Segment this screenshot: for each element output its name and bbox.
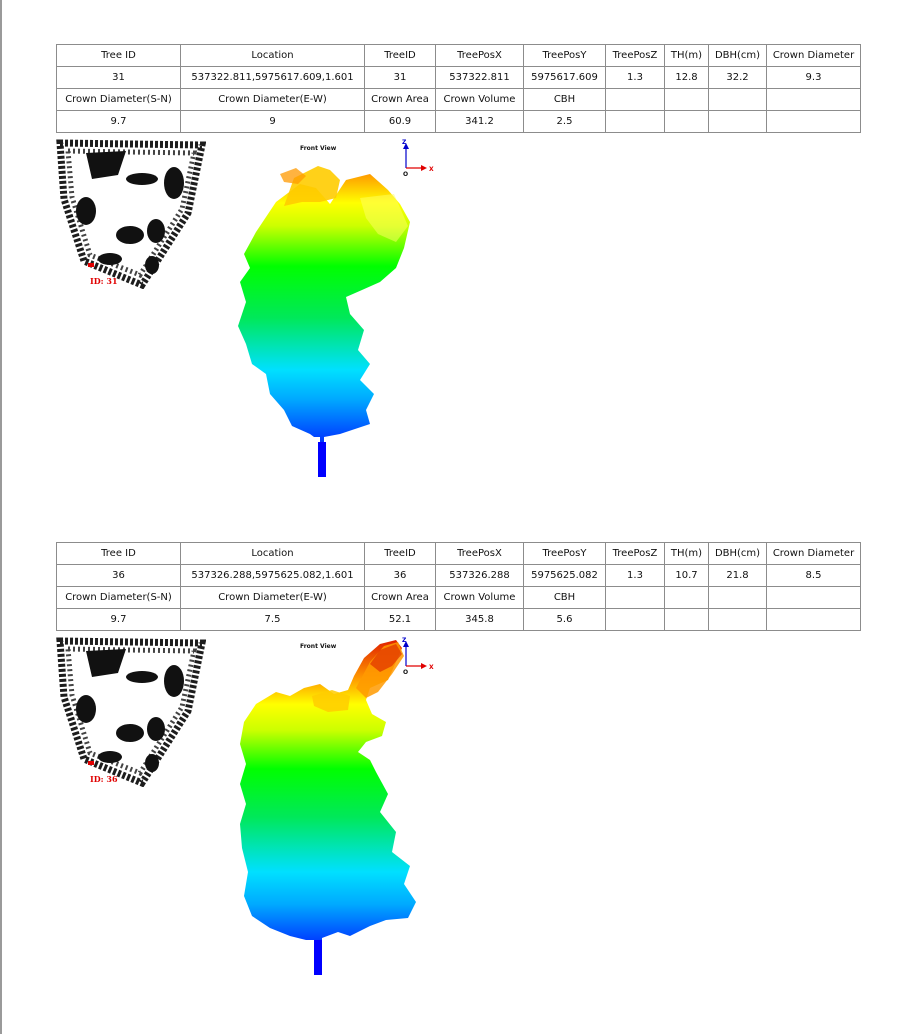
table-header-row [57,543,861,565]
table-cell: TreeID [365,543,436,565]
table-cell: TH(m) [665,543,709,565]
table-cell: Crown Diameter(S-N) [57,587,181,609]
table-cell: 31 [365,67,436,89]
table-cell: 9.7 [57,111,181,133]
table-cell: 537326.288 [436,565,524,587]
table-cell: 36 [57,565,181,587]
table-row [57,609,861,631]
table-cell [767,89,861,111]
table-row [57,565,861,587]
table-cell [665,89,709,111]
table-cell: Crown Volume [436,89,524,111]
front-view-title: Front View [300,643,337,650]
table-cell [665,587,709,609]
table-cell: Tree ID [57,45,181,67]
table-cell [767,587,861,609]
table-row [57,67,861,89]
table-cell: 10.7 [665,565,709,587]
table-cell: Tree ID [57,543,181,565]
table-cell [606,89,665,111]
table-cell: 537326.288,5975625.082,1.601 [181,565,365,587]
table-cell: TreePosX [436,45,524,67]
table-cell: 8.5 [767,565,861,587]
table-cell [767,609,861,631]
table-cell [709,89,767,111]
table-cell: TH(m) [665,45,709,67]
table-cell: 32.2 [709,67,767,89]
table-cell: Location [181,45,365,67]
table-cell: CBH [524,587,606,609]
table-cell [709,111,767,133]
table-cell: 9.7 [57,609,181,631]
table-cell: 5975617.609 [524,67,606,89]
table-cell: TreePosZ [606,45,665,67]
table-cell: Crown Area [365,587,436,609]
table-cell: 5975625.082 [524,565,606,587]
table-cell: Crown Diameter(E-W) [181,587,365,609]
table-cell: TreePosY [524,45,606,67]
table-cell: DBH(cm) [709,45,767,67]
top-view-point-cloud [56,139,206,289]
table-cell [606,111,665,133]
table-cell: 52.1 [365,609,436,631]
table-cell: 7.5 [181,609,365,631]
table-cell: 9.3 [767,67,861,89]
axis-z-label: Z [402,637,407,644]
tree-attribute-table [56,542,861,631]
table-cell: Crown Diameter(S-N) [57,89,181,111]
table-header-row [57,89,861,111]
table-cell: 21.8 [709,565,767,587]
axis-x-label: X [429,166,434,173]
table-cell: 1.3 [606,565,665,587]
table-cell [665,111,709,133]
table-header-row [57,587,861,609]
front-view-title: Front View [300,145,337,152]
table-cell: 36 [365,565,436,587]
table-row [57,111,861,133]
table-cell [709,587,767,609]
table-cell: TreePosX [436,543,524,565]
table-cell: Crown Diameter [767,45,861,67]
table-cell: 537322.811 [436,67,524,89]
table-cell: 537322.811,5975617.609,1.601 [181,67,365,89]
tree-attribute-table [56,44,861,133]
top-view-point-cloud [56,637,206,787]
table-cell: DBH(cm) [709,543,767,565]
table-cell [606,609,665,631]
axis-origin-label: O [403,669,409,676]
table-cell [665,609,709,631]
table-cell: 9 [181,111,365,133]
table-cell: TreeID [365,45,436,67]
axis-z-label: Z [402,139,407,146]
table-header-row [57,45,861,67]
table-cell: TreePosZ [606,543,665,565]
table-cell: CBH [524,89,606,111]
table-cell: 12.8 [665,67,709,89]
table-cell: Crown Diameter(E-W) [181,89,365,111]
front-view-point-cloud [220,640,435,975]
table-cell: Crown Diameter [767,543,861,565]
table-cell [606,587,665,609]
tree-id-label: ID: 31 [90,276,118,286]
tree-report-1 [0,44,911,514]
table-cell [767,111,861,133]
table-cell: Location [181,543,365,565]
front-view-point-cloud [220,142,435,477]
table-cell: 60.9 [365,111,436,133]
table-cell: Crown Area [365,89,436,111]
table-cell: 2.5 [524,111,606,133]
tree-id-label: ID: 36 [90,774,118,784]
table-cell: 1.3 [606,67,665,89]
table-cell: Crown Volume [436,587,524,609]
tree-report-2 [0,542,911,1012]
axis-origin-label: O [403,171,409,178]
axis-x-label: X [429,664,434,671]
table-cell: TreePosY [524,543,606,565]
table-cell: 345.8 [436,609,524,631]
table-cell [709,609,767,631]
table-cell: 31 [57,67,181,89]
table-cell: 341.2 [436,111,524,133]
table-cell: 5.6 [524,609,606,631]
